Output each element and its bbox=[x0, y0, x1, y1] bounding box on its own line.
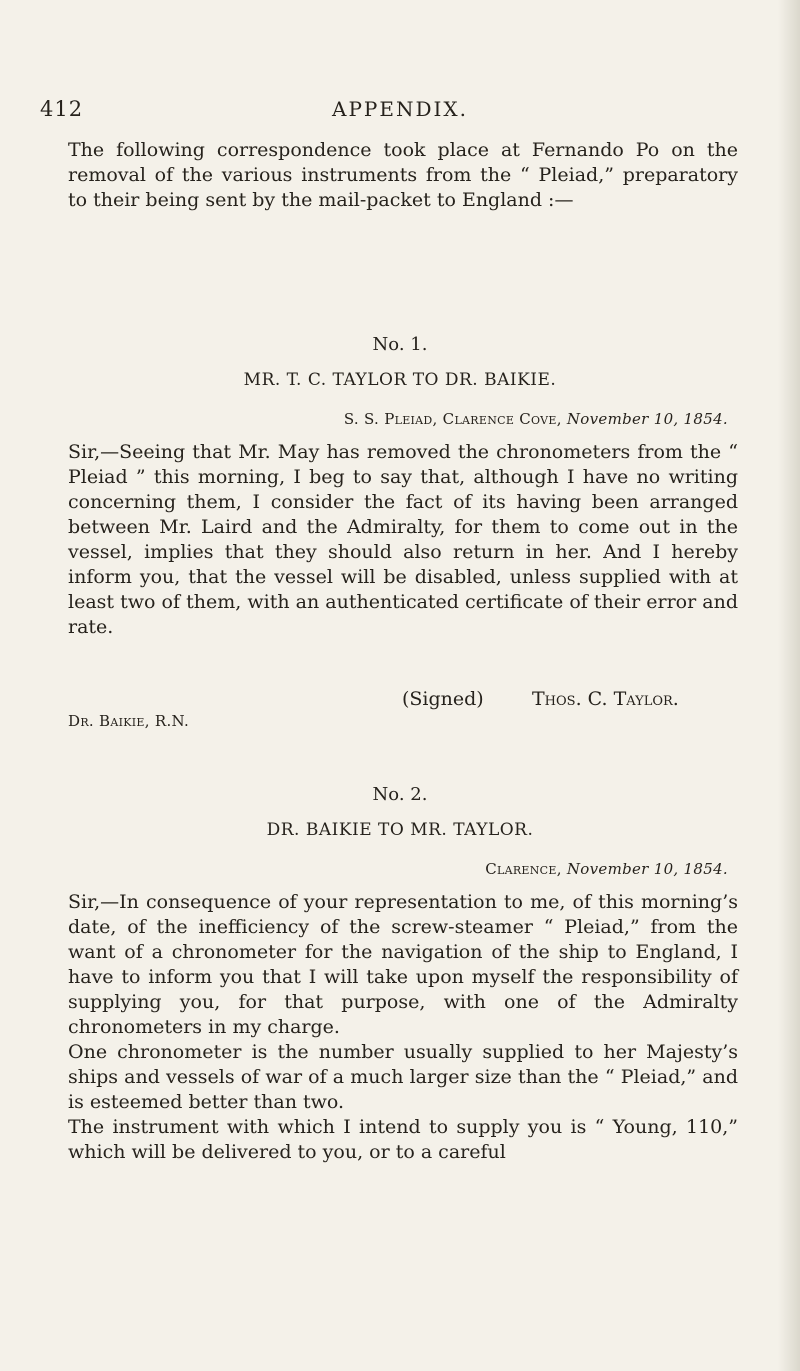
letter-1-body: Sir,—Seeing that Mr. May has removed the chronometers from the “ Pleiad ” this morning, I beg to say that, although I have no writing concerning them, I consider the fact of its having been arranged between Mr. Laird and the Admiralty, for them to come out in the vessel, implies that they should also return in her. And I hereby inform you, that the vessel will be disabled, unless supplied with at least two of them, with an authenticated certificate of their error and rate. bbox=[68, 441, 738, 638]
letter-1-place: S. S. Pleiad, Clarence Cove, bbox=[343, 410, 562, 428]
intro-paragraph: The following correspondence took place at Fernando Po on the removal of the various instruments from the “ Pleiad,” preparatory to their being sent by the mail-packet to England :— bbox=[68, 139, 738, 211]
letter-2-date: November 10, 1854. bbox=[566, 860, 728, 878]
page-header bbox=[0, 97, 800, 127]
letter-1-dateline bbox=[344, 410, 728, 428]
letter-1-signed-label: (Signed) bbox=[402, 688, 484, 710]
running-head: APPENDIX. bbox=[332, 97, 468, 121]
letter-1-number: No. 1. bbox=[372, 334, 428, 355]
page-number: 412 bbox=[40, 97, 84, 121]
letter-2-place: Clarence, bbox=[485, 860, 562, 878]
letter-1-date: November 10, 1854. bbox=[566, 410, 728, 428]
letter-2-body bbox=[68, 890, 738, 1165]
letter-2-dateline bbox=[485, 860, 728, 878]
page-edge-shadow bbox=[778, 0, 800, 1371]
letter-2-number: No. 2. bbox=[372, 784, 428, 805]
letter-1-addressee: Dr. Baikie, R.N. bbox=[68, 712, 190, 730]
letter-2-paragraph-3: The instrument with which I intend to supply you is “ Young, 110,” which will be delivered to you, or to a careful bbox=[68, 1116, 738, 1163]
letter-1-signature: Thos. C. Taylor. bbox=[532, 688, 679, 710]
letter-1-heading: MR. T. C. TAYLOR TO DR. BAIKIE. bbox=[243, 370, 557, 390]
letter-2-paragraph-2: One chronometer is the number usually supplied to her Majesty’s ships and vessels of war of a much larger size than the “ Pleiad,” and is esteemed better than two. bbox=[68, 1041, 738, 1113]
letter-2-heading: DR. BAIKIE TO MR. TAYLOR. bbox=[266, 820, 534, 840]
letter-2-paragraph-1: Sir,—In consequence of your representation to me, of this morning’s date, of the inefficiency of the screw-steamer “ Pleiad,” from the want of a chronometer for the navigation of the ship to England, I have to inform you that I will take upon myself the responsibility of supplying you, for that purpose, with one of the Admiralty chronometers in my charge. bbox=[68, 891, 738, 1038]
